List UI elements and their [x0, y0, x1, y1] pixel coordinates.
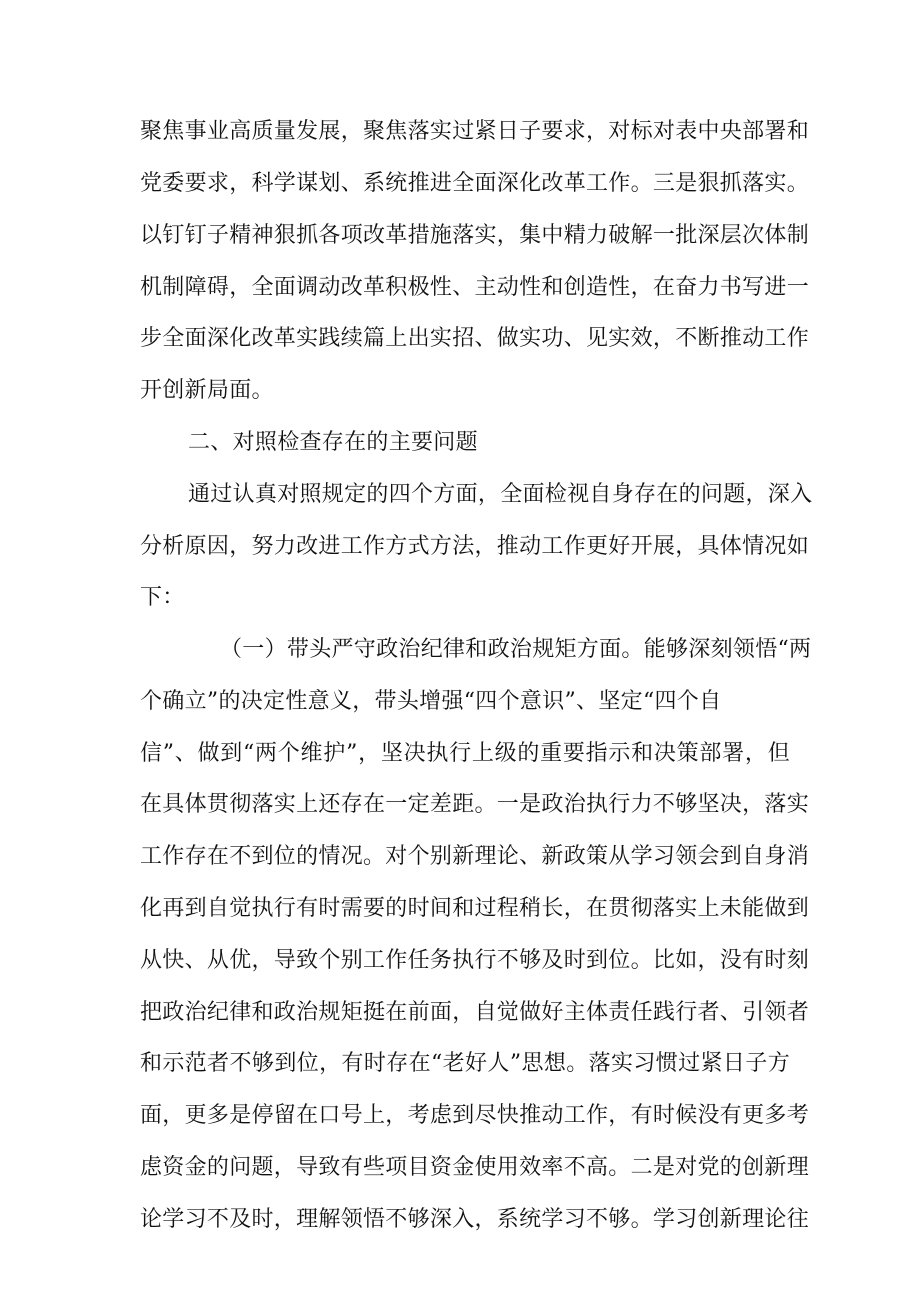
paragraph-3-line-4: 在具体贯彻落实上还存在一定差距。一是政治执行力不够坚决，落实	[140, 792, 810, 817]
paragraph-3-line-12: 论学习不及时，理解领悟不够深入，系统学习不够。学习创新理论往	[140, 1207, 810, 1232]
paragraph-3-line-6: 化再到自觉执行有时需要的时间和过程稍长，在贯彻落实上未能做到	[140, 896, 810, 921]
paragraph-3-line-5: 工作存在不到位的情况。对个别新理论、新政策从学习领会到自身消	[140, 844, 810, 869]
paragraph-3-line-2: 个确立”的决定性意义，带头增强“四个意识”、坚定“四个自	[140, 689, 722, 714]
paragraph-3-line-7: 从快、从优，导致个别工作任务执行不够及时到位。比如，没有时刻	[140, 948, 810, 973]
paragraph-2-line-3: 下：	[140, 585, 185, 610]
paragraph-3-line-10: 面，更多是停留在口号上，考虑到尽快推动工作，有时候没有更多考	[140, 1103, 810, 1128]
paragraph-1-line-4: 机制障碍，全面调动改革积极性、主动性和创造性，在奋力书写进一	[140, 275, 810, 300]
paragraph-3-line-3: 信”、做到“两个维护”，坚决执行上级的重要指示和决策部署，但	[140, 741, 790, 766]
paragraph-3-line-8: 把政治纪律和政治规矩挺在前面，自觉做好主体责任践行者、引领者	[140, 1000, 810, 1025]
paragraph-3-line-1: （一）带头严守政治纪律和政治规矩方面。能够深刻领悟“两	[220, 637, 812, 662]
paragraph-1-line-1: 聚焦事业高质量发展，聚焦落实过紧日子要求，对标对表中央部署和	[140, 119, 810, 144]
paragraph-2-line-2: 分析原因，努力改进工作方式方法，推动工作更好开展，具体情况如	[140, 534, 810, 559]
paragraph-1-line-6: 开创新局面。	[140, 378, 274, 403]
paragraph-1-line-2: 党委要求，科学谋划、系统推进全面深化改革工作。三是狠抓落实。	[140, 171, 810, 196]
paragraph-1-line-3: 以钉钉子精神狠抓各项改革措施落实，集中精力破解一批深层次体制	[140, 223, 810, 248]
paragraph-3-line-11: 虑资金的问题，导致有些项目资金使用效率不高。二是对党的创新理	[140, 1155, 810, 1180]
paragraph-3-line-9: 和示范者不够到位，有时存在“老好人”思想。落实习惯过紧日子方	[140, 1051, 790, 1076]
section-heading: 二、对照检查存在的主要问题	[188, 430, 478, 455]
paragraph-2-line-1: 通过认真对照规定的四个方面，全面检视自身存在的问题，深入	[188, 482, 813, 507]
paragraph-1-line-5: 步全面深化改革实践续篇上出实招、做实功、见实效，不断推动工作	[140, 326, 810, 351]
